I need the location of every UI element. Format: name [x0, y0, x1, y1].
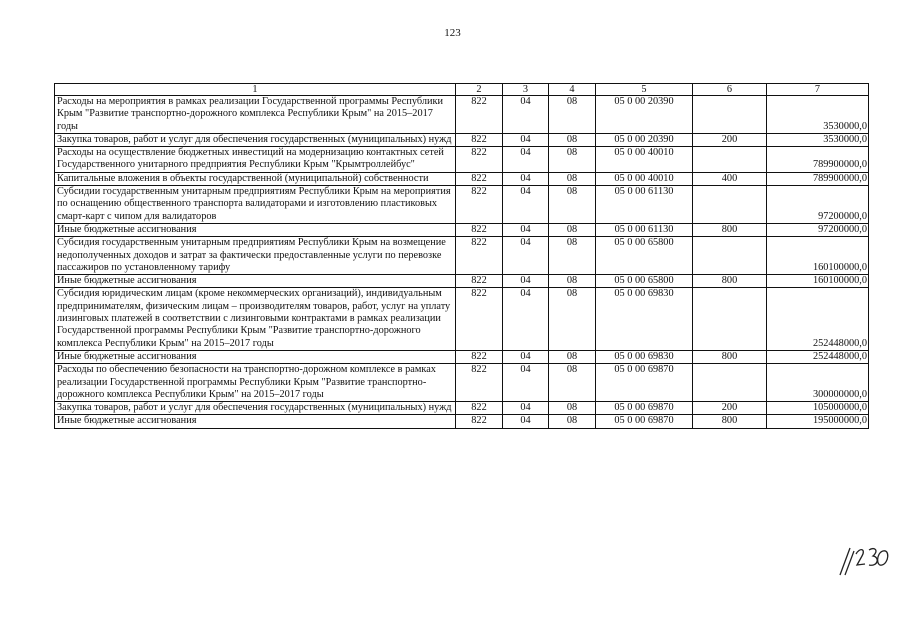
- row-expense-type: [693, 186, 767, 224]
- row-amount: 3530000,0: [767, 96, 869, 134]
- row-name: Иные бюджетные ассигнования: [55, 350, 456, 363]
- table-row: [55, 288, 869, 350]
- row-amount: 789900000,0: [767, 147, 869, 173]
- row-subsection: 08: [549, 350, 596, 363]
- row-target: 05 0 00 40010: [596, 172, 693, 185]
- row-section: 04: [503, 364, 549, 402]
- row-code: 822: [456, 172, 503, 185]
- row-section: 04: [503, 350, 549, 363]
- table-row: [55, 237, 869, 275]
- row-target: 05 0 00 20390: [596, 133, 693, 146]
- table-row: [55, 364, 869, 402]
- row-subsection: 08: [549, 186, 596, 224]
- row-subsection: 08: [549, 275, 596, 288]
- row-code: 822: [456, 364, 503, 402]
- row-expense-type: 800: [693, 350, 767, 363]
- row-expense-type: 200: [693, 133, 767, 146]
- table-header-row: [55, 84, 869, 96]
- row-name: Субсидия юридическим лицам (кроме некоммерческих организаций), индивидуальным предпринимателям, физическим лицам – производителям товаров, работ, услуг на уплату лизинговых платежей в соответствии с лизинговыми контрактами в рамках реализации Государственной программы Республики Крым "Развитие транспортно-дорожного комплекса Республики Крым" на 2015–2017 годы: [55, 288, 456, 350]
- row-target: 05 0 00 69830: [596, 350, 693, 363]
- row-expense-type: 800: [693, 275, 767, 288]
- row-subsection: 08: [549, 364, 596, 402]
- row-amount: 160100000,0: [767, 237, 869, 275]
- row-target: 05 0 00 69870: [596, 415, 693, 428]
- row-target: 05 0 00 61130: [596, 223, 693, 236]
- row-name: Субсидии государственным унитарным предприятиям Республики Крым на мероприятия по оснащению общественного транспорта валидаторами и изготовлению пластиковых смарт-карт с чипом для валидаторов: [55, 186, 456, 224]
- row-target: 05 0 00 69830: [596, 288, 693, 350]
- table-row: [55, 186, 869, 224]
- header-cell: 1: [55, 84, 456, 96]
- row-section: 04: [503, 186, 549, 224]
- row-section: 04: [503, 288, 549, 350]
- row-code: 822: [456, 350, 503, 363]
- table-row: [55, 147, 869, 173]
- row-subsection: 08: [549, 288, 596, 350]
- row-code: 822: [456, 133, 503, 146]
- row-subsection: 08: [549, 223, 596, 236]
- row-name: Расходы на мероприятия в рамках реализации Государственной программы Республики Крым "Развитие транспортно-дорожного комплекса Республики Крым" на 2015–2017 годы: [55, 96, 456, 134]
- row-amount: 252448000,0: [767, 288, 869, 350]
- row-name: Расходы по обеспечению безопасности на транспортно-дорожном комплексе в рамках реализации Государственной программы Республики Крым "Развитие транспортно-дорожного комплекса Республики Крым" на 2015–2017 годы: [55, 364, 456, 402]
- row-section: 04: [503, 133, 549, 146]
- row-code: 822: [456, 223, 503, 236]
- row-subsection: 08: [549, 96, 596, 134]
- row-amount: 195000000,0: [767, 415, 869, 428]
- row-section: 04: [503, 172, 549, 185]
- row-name: Иные бюджетные ассигнования: [55, 223, 456, 236]
- row-target: 05 0 00 61130: [596, 186, 693, 224]
- header-cell: 6: [693, 84, 767, 96]
- table-row: [55, 172, 869, 185]
- row-amount: 97200000,0: [767, 223, 869, 236]
- row-code: 822: [456, 147, 503, 173]
- row-subsection: 08: [549, 172, 596, 185]
- row-code: 822: [456, 275, 503, 288]
- row-target: 05 0 00 65800: [596, 237, 693, 275]
- header-cell: 5: [596, 84, 693, 96]
- row-code: 822: [456, 402, 503, 415]
- row-target: 05 0 00 69870: [596, 364, 693, 402]
- row-amount: 789900000,0: [767, 172, 869, 185]
- row-name: Субсидия государственным унитарным предприятиям Республики Крым на возмещение недополученных доходов и затрат за фактически предоставленные услуги по перевозке пассажиров по установленному тарифу: [55, 237, 456, 275]
- row-code: 822: [456, 288, 503, 350]
- row-section: 04: [503, 96, 549, 134]
- header-cell: 3: [503, 84, 549, 96]
- row-expense-type: 400: [693, 172, 767, 185]
- row-section: 04: [503, 223, 549, 236]
- row-amount: 160100000,0: [767, 275, 869, 288]
- row-expense-type: [693, 364, 767, 402]
- row-expense-type: [693, 237, 767, 275]
- row-subsection: 08: [549, 237, 596, 275]
- row-name: Закупка товаров, работ и услуг для обеспечения государственных (муниципальных) нужд: [55, 402, 456, 415]
- row-section: 04: [503, 147, 549, 173]
- table-row: [55, 133, 869, 146]
- row-amount: 105000000,0: [767, 402, 869, 415]
- row-expense-type: 800: [693, 415, 767, 428]
- row-target: 05 0 00 65800: [596, 275, 693, 288]
- row-name: Иные бюджетные ассигнования: [55, 275, 456, 288]
- row-code: 822: [456, 415, 503, 428]
- row-subsection: 08: [549, 133, 596, 146]
- row-expense-type: 800: [693, 223, 767, 236]
- row-code: 822: [456, 186, 503, 224]
- header-cell: 2: [456, 84, 503, 96]
- row-code: 822: [456, 96, 503, 134]
- row-section: 04: [503, 415, 549, 428]
- row-subsection: 08: [549, 415, 596, 428]
- table-row: [55, 96, 869, 134]
- handwritten-mark-drawing: [838, 545, 892, 577]
- row-name: Расходы на осуществление бюджетных инвестиций на модернизацию контактных сетей Государственного унитарного предприятия Республики Крым "Крымтроллейбус": [55, 147, 456, 173]
- row-amount: 300000000,0: [767, 364, 869, 402]
- row-amount: 252448000,0: [767, 350, 869, 363]
- handwritten-page-mark: [838, 545, 892, 577]
- row-expense-type: 200: [693, 402, 767, 415]
- row-name: Закупка товаров, работ и услуг для обеспечения государственных (муниципальных) нужд: [55, 133, 456, 146]
- row-section: 04: [503, 237, 549, 275]
- table-row: [55, 275, 869, 288]
- budget-table: [54, 83, 869, 429]
- row-section: 04: [503, 275, 549, 288]
- row-amount: 97200000,0: [767, 186, 869, 224]
- page-number: 123: [444, 27, 461, 39]
- table-row: [55, 402, 869, 415]
- row-target: 05 0 00 69870: [596, 402, 693, 415]
- table-row: [55, 350, 869, 363]
- header-cell: 7: [767, 84, 869, 96]
- row-subsection: 08: [549, 402, 596, 415]
- row-amount: 3530000,0: [767, 133, 869, 146]
- row-name: Капитальные вложения в объекты государственной (муниципальной) собственности: [55, 172, 456, 185]
- row-expense-type: [693, 96, 767, 134]
- row-target: 05 0 00 20390: [596, 96, 693, 134]
- header-cell: 4: [549, 84, 596, 96]
- row-subsection: 08: [549, 147, 596, 173]
- row-name: Иные бюджетные ассигнования: [55, 415, 456, 428]
- row-code: 822: [456, 237, 503, 275]
- row-expense-type: [693, 147, 767, 173]
- table-row: [55, 223, 869, 236]
- row-expense-type: [693, 288, 767, 350]
- table-row: [55, 415, 869, 428]
- row-target: 05 0 00 40010: [596, 147, 693, 173]
- row-section: 04: [503, 402, 549, 415]
